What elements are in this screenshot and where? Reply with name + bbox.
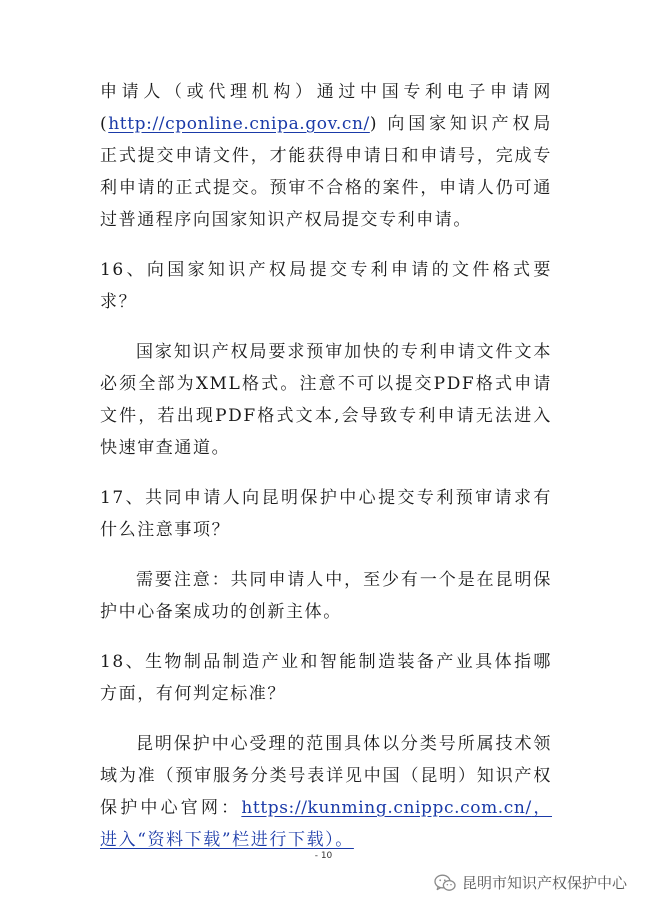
intro-text-before-link: 申请人（或代理机构）通过中国专利电子申请网 <box>100 82 552 102</box>
answer-18 <box>100 728 552 856</box>
intro-text-after-link: 向国家知识产权局正式提交申请文件，才能获得申请日和申请号，完成专利申请的正式提交。预审不合格的案件，申请人仍可通过普通程序向国家知识产权局提交专利申请。 <box>100 114 552 230</box>
question-16: 16、向国家知识产权局提交专利申请的文件格式要求？ <box>100 260 552 312</box>
question-17: 17、共同申请人向昆明保护中心提交专利预审请求有什么注意事项？ <box>100 488 552 540</box>
watermark <box>434 872 627 893</box>
answer-16: 国家知识产权局要求预审加快的专利申请文件文本必须全部为XML格式。注意不可以提交PDF格式申请文件，若出现PDF格式文本,会导致专利申请无法进入快速审查通道。 <box>100 342 552 458</box>
page-number: - 10 <box>314 851 333 861</box>
intro-link-close-paren: ) <box>369 114 379 134</box>
document-body <box>100 76 552 856</box>
watermark-text: 昆明市知识产权保护中心 <box>461 874 627 892</box>
intro-paragraph <box>100 76 552 236</box>
question-18: 18、生物制品制造产业和智能制造装备产业具体指哪方面，有何判定标准？ <box>100 652 552 704</box>
answer-17: 需要注意：共同申请人中，至少有一个是在昆明保护中心备案成功的创新主体。 <box>100 570 552 622</box>
wechat-icon <box>434 874 456 892</box>
answer-18-text: 昆明保护中心受理的范围具体以分类号所属技术领域为准（预审服务分类号表详见中国（昆明）知识产权保护中心官网： <box>100 734 552 818</box>
cponline-link[interactable]: http://cponline.cnipa.gov.cn/ <box>108 114 370 134</box>
download-section-instruction: ，进入“资料下载”栏进行下载）。 <box>100 798 553 850</box>
intro-link-open-paren: ( <box>100 114 109 134</box>
kunming-cnippc-link[interactable]: https://kunming.cnippc.com.cn/ <box>241 798 532 818</box>
